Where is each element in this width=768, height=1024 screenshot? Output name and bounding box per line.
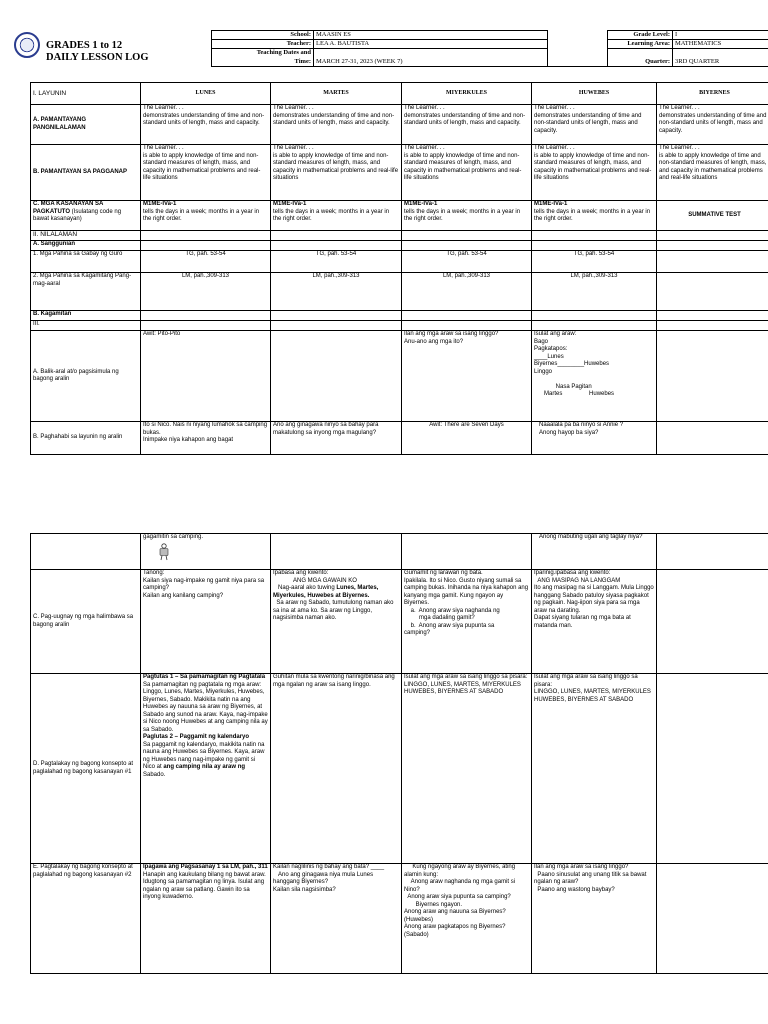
school-label: School: xyxy=(212,31,314,40)
lesson-log-table-page2 xyxy=(30,533,768,974)
paghahabi-huwebes: Naaalala pa ba ninyo si Annie ? Anong hayop ba siya? xyxy=(532,422,657,455)
pagtalakay-2-lunes: Ipagawa ang Pagsasanay 1 sa LM, pah., 311 Hanapin ang kaukulang bilang ng bawat araw. Idugtong sa pamamagitan ng linya. Isulat ang ngalan ng araw sa patlang. Gawin ito sa inyong kuwaderno. xyxy=(141,864,271,974)
camper-illustration xyxy=(157,543,171,561)
row-label-pagtalakay-2: E. Pagtalakay ng bagong konsepto at paglalahad ng bagong kasanayan #2 xyxy=(31,864,141,974)
row-label-gabay-ng-guro: 1. Mga Pahina sa Gabay ng Guro xyxy=(31,251,141,273)
competency-miyerkules: M1ME-IVa-1 tells the days in a week; months in a year in the right order. xyxy=(402,201,532,231)
lm-lunes: LM, pah.,309-313 xyxy=(141,273,271,311)
performance-standard-biyernes: The Learner. . . is able to apply knowledge of time and non-standard measures of length, mass, and capacity in mathematical problems and real-life situations xyxy=(657,145,768,201)
performance-standard-martes: The Learner. . . is able to apply knowledge of time and non-standard measures of length, mass, and capacity in mathematical problems and real-life situations xyxy=(271,145,402,201)
competency-lunes: M1ME-IVa-1 tells the days in a week; months in a year in the right order. xyxy=(141,201,271,231)
title-daily-lesson-log: DAILY LESSON LOG xyxy=(46,52,149,63)
lm-martes: LM, pah.,309-313 xyxy=(271,273,402,311)
pag-uugnay-lunes: Tanong: Kailan siya nag-impake ng gamit niya para sa camping? Kailan ang kanilang camping? xyxy=(141,570,271,674)
pagtalakay-1-lunes: Pagtutas 1 – Sa pamamagitan ng Pagtatala Sa pamamagitan ng pagtatala ng mga araw: Linggo, Lunes, Martes, Miyerkules, Huwebes, Biyernes, Sabado. Makikita natin na ang Huwebes ay nauuna sa araw ng Biyernes, at Sabado ang sunod na araw. Kaya, nag-impake si Nico noong Huwebes at ang camping nila ay sa Sabado. Paglutas 2 – Paggamit ng kalendaryo Sa paggamit ng kalendaryo, makikita natin na nauna ang Huwebes sa Biyernes. Kaya, araw ng Huwebes nang nag-impake ng gamit si Nico at ang camping nila ay araw ng Sabado. xyxy=(141,674,271,864)
grade-level-label: Grade Level: xyxy=(608,31,673,40)
content-standard-huwebes: The Learner. . . demonstrates understanding of time and non-standard units of length, mass and capacity. xyxy=(532,105,657,145)
row-label-kagamitan: B. Kagamitan xyxy=(31,311,141,321)
competency-huwebes: M1ME-IVa-1 tells the days in a week; months in a year in the right order. xyxy=(532,201,657,231)
pag-uugnay-martes: Ipabasa ang kwento: ANG MGA GAWAIN KO Nag-aaral ako tuwing Lunes, Martes, Miyerkules, Huwebes at Biyernes. Sa araw ng Sabado, tumutulong naman ako sa ina at ama ko. Sa araw ng Linggo, nagsisimba naman ako. xyxy=(271,570,402,674)
pagtalakay-2-martes: Kailan naglilinis ng bahay ang bata? ____ Ano ang ginagawa niya mula Lunes hanggang Biyernes? Kailan sila nagsisimba? xyxy=(271,864,402,974)
grade-level-value: I xyxy=(673,31,768,40)
balik-aral-lunes: Awit: Pito-Pito xyxy=(141,331,271,422)
paghahabi-lunes: Ito si Nico. Nais ni niyang lumahok sa camping bukas. Inimpake niya kahapon ang bagat xyxy=(141,422,271,455)
pag-uugnay-huwebes: Iparinig.ipabasa ang kwento: ANG MASIPAG NA LANGGAM Ito ang masipag na si Langgam. Mula Linggo hanggang Sabado patuloy siyasa pagkakot ng pagkain. Nag-iipon siya para sa mga araw na darating. Dapat siyang tularan ng mga bata at matanda man. xyxy=(532,570,657,674)
learning-area-value: MATHEMATICS xyxy=(673,40,768,49)
pagtalakay-1-miyerkules: Isulat ang mga araw sa isang linggo sa pisara: LINGGO, LUNES, MARTES, MIYERKULES HUWEBES, BIYERNES AT SABADO xyxy=(402,674,532,864)
pagtalakay-2-miyerkules: Kung ngayong araw ay Biyernes, ating alamin kung: Anong araw naghanda ng mga gamit si Nino? Anong araw siya pupunta sa camping? Biyernes ngayon. Anong araw ang nauuna sa Biyernes? (Huwebes) Anong araw pagkatapos ng Biyernes? (Sabado) xyxy=(402,864,532,974)
section-nilalaman: II. NILALAMAN xyxy=(31,231,141,241)
tg-miyerkules: TG, pah. 53-54 xyxy=(402,251,532,273)
lesson-log-table-page1 xyxy=(30,82,768,455)
row-label-pamantayan-sa-pagganap: B. PAMANTAYAN SA PAGGANAP xyxy=(31,145,141,201)
section-iii: III. xyxy=(31,321,141,331)
title-grades: GRADES 1 to 12 xyxy=(46,40,123,51)
day-header-martes: MARTES xyxy=(271,83,402,105)
day-header-miyerkules: MIYERKULES xyxy=(402,83,532,105)
lm-miyerkules: LM, pah.,309-313 xyxy=(402,273,532,311)
pagtalakay-1-huwebes: Isulat ang mga araw sa isang linggo sa pisara: LINGGO, LUNES, MARTES, MIYERKULES HUWEBES, BIYERNES AT SABADO xyxy=(532,674,657,864)
quarter-label: Quarter: xyxy=(608,49,673,67)
continued-lunes: gagamitin sa camping. xyxy=(141,534,271,570)
teacher-label: Teacher: xyxy=(212,40,314,49)
teaching-dates-value: MARCH 27-31, 2023 (WEEK 7) xyxy=(314,49,548,67)
section-layunin: I. LAYUNIN xyxy=(31,83,141,105)
row-label-paghahabi: B. Paghahabi sa layunin ng aralin xyxy=(31,422,141,455)
row-label-kagamitang-pang-mag-aaral: 2. Mga Pahina sa Kagamitang Pang-mag-aaral xyxy=(31,273,141,311)
pagtalakay-2-huwebes: Ilan ang mga araw sa isang linggo? Paano sinusulat ang unang titik sa bawat ngalan ng araw? Paano ang wastong baybay? xyxy=(532,864,657,974)
teaching-dates-label: Teaching Dates and Time: xyxy=(212,49,314,67)
performance-standard-miyerkules: The Learner. . . is able to apply knowledge of time and non-standard measures of length, mass, and capacity in mathematical problems and real-life situations xyxy=(402,145,532,201)
pagtalakay-1-martes: Guhitan mula sa kwentong narinig/binasa ang mga ngalan ng araw sa isang linggo. xyxy=(271,674,402,864)
competency-martes: M1ME-IVa-1 tells the days in a week; months in a year in the right order. xyxy=(271,201,402,231)
school-value: MAASIN ES xyxy=(314,31,548,40)
quarter-value: 3RD QUARTER xyxy=(673,49,768,67)
row-label-kasanayan: C. MGA KASANAYAN SA PAGKATUTO (Isulatang code ng bawat kasanayan) xyxy=(31,201,141,231)
balik-aral-huwebes: Isulat ang araw: Bago Pagkatapos: ____Lunes Biyernes________Huwebes Linggo Nasa Pagitan Martes Huwebes xyxy=(532,331,657,422)
row-label-pagtalakay-1: D. Pagtalakay ng bagong konsepto at paglalahad ng bagong kasanayan #1 xyxy=(31,674,141,864)
deped-seal-logo xyxy=(14,32,40,58)
tg-huwebes: TG, pah. 53-54 xyxy=(532,251,657,273)
row-label-pamantayang-pangnilalaman: A. PAMANTAYANG PANGNILALAMAN xyxy=(31,105,141,145)
balik-aral-miyerkules: Ilan ang mga araw sa isang linggo? Anu-ano ang mga ito? xyxy=(402,331,532,422)
performance-standard-lunes: The Learner. . . is able to apply knowledge of time and non-standard measures of length, mass, and capacity in mathematical problems and real-life situations xyxy=(141,145,271,201)
day-header-huwebes: HUWEBES xyxy=(532,83,657,105)
performance-standard-huwebes: The Learner. . . is able to apply knowledge of time and non-standard measures of length, mass, and capacity in mathematical problems and real-life situations xyxy=(532,145,657,201)
lm-huwebes: LM, pah.,309-313 xyxy=(532,273,657,311)
content-standard-lunes: The Learner. . . demonstrates understanding of time and non-standard units of length, mass and capacity. xyxy=(141,105,271,145)
pag-uugnay-miyerkules: Gumamit ng larawan ng bata. Ipakilala. Ito si Nico. Gusto niyang sumali sa camping bukas. Inihanda na niya kahapon ang kanyang mga gamit. Kung ngayon ay Biyernes. a. Anong araw siya naghanda ng mga dadaling gamit? b. Anong araw siya pupunta sa camping? xyxy=(402,570,532,674)
paghahabi-martes: Ano ang ginagawa ninyo sa bahay para makatulong sa inyong mga magulang? xyxy=(271,422,402,455)
competency-biyernes: SUMMATIVE TEST xyxy=(657,201,768,231)
row-label-sanggunian: A. Sanggunian xyxy=(31,241,141,251)
paghahabi-miyerkules: Awit: There are Seven Days xyxy=(402,422,532,455)
header-info-table xyxy=(211,30,768,67)
content-standard-miyerkules: The Learner. . . demonstrates understanding of time and non-standard units of length, mass and capacity. xyxy=(402,105,532,145)
tg-martes: TG, pah. 53-54 xyxy=(271,251,402,273)
continued-huwebes: Anong mabuting ugali ang taglay niya? xyxy=(532,534,657,570)
log-title xyxy=(46,40,149,64)
teacher-value: LEA A. BAUTISTA xyxy=(314,40,548,49)
row-label-balik-aral: A. Balik-aral at/o pagsisimula ng bagong aralin xyxy=(31,331,141,422)
learning-area-label: Learning Area: xyxy=(608,40,673,49)
day-header-lunes: LUNES xyxy=(141,83,271,105)
row-label-pag-uugnay: C. Pag-uugnay ng mga halimbawa sa bagong aralin xyxy=(31,570,141,674)
day-header-biyernes: BIYERNES xyxy=(657,83,768,105)
content-standard-martes: The Learner. . . demonstrates understanding of time and non-standard units of length, mass and capacity. xyxy=(271,105,402,145)
content-standard-biyernes: The Learner. . . demonstrates understanding of time and non-standard units of length, mass and capacity. xyxy=(657,105,768,145)
tg-lunes: TG, pah. 53-54 xyxy=(141,251,271,273)
